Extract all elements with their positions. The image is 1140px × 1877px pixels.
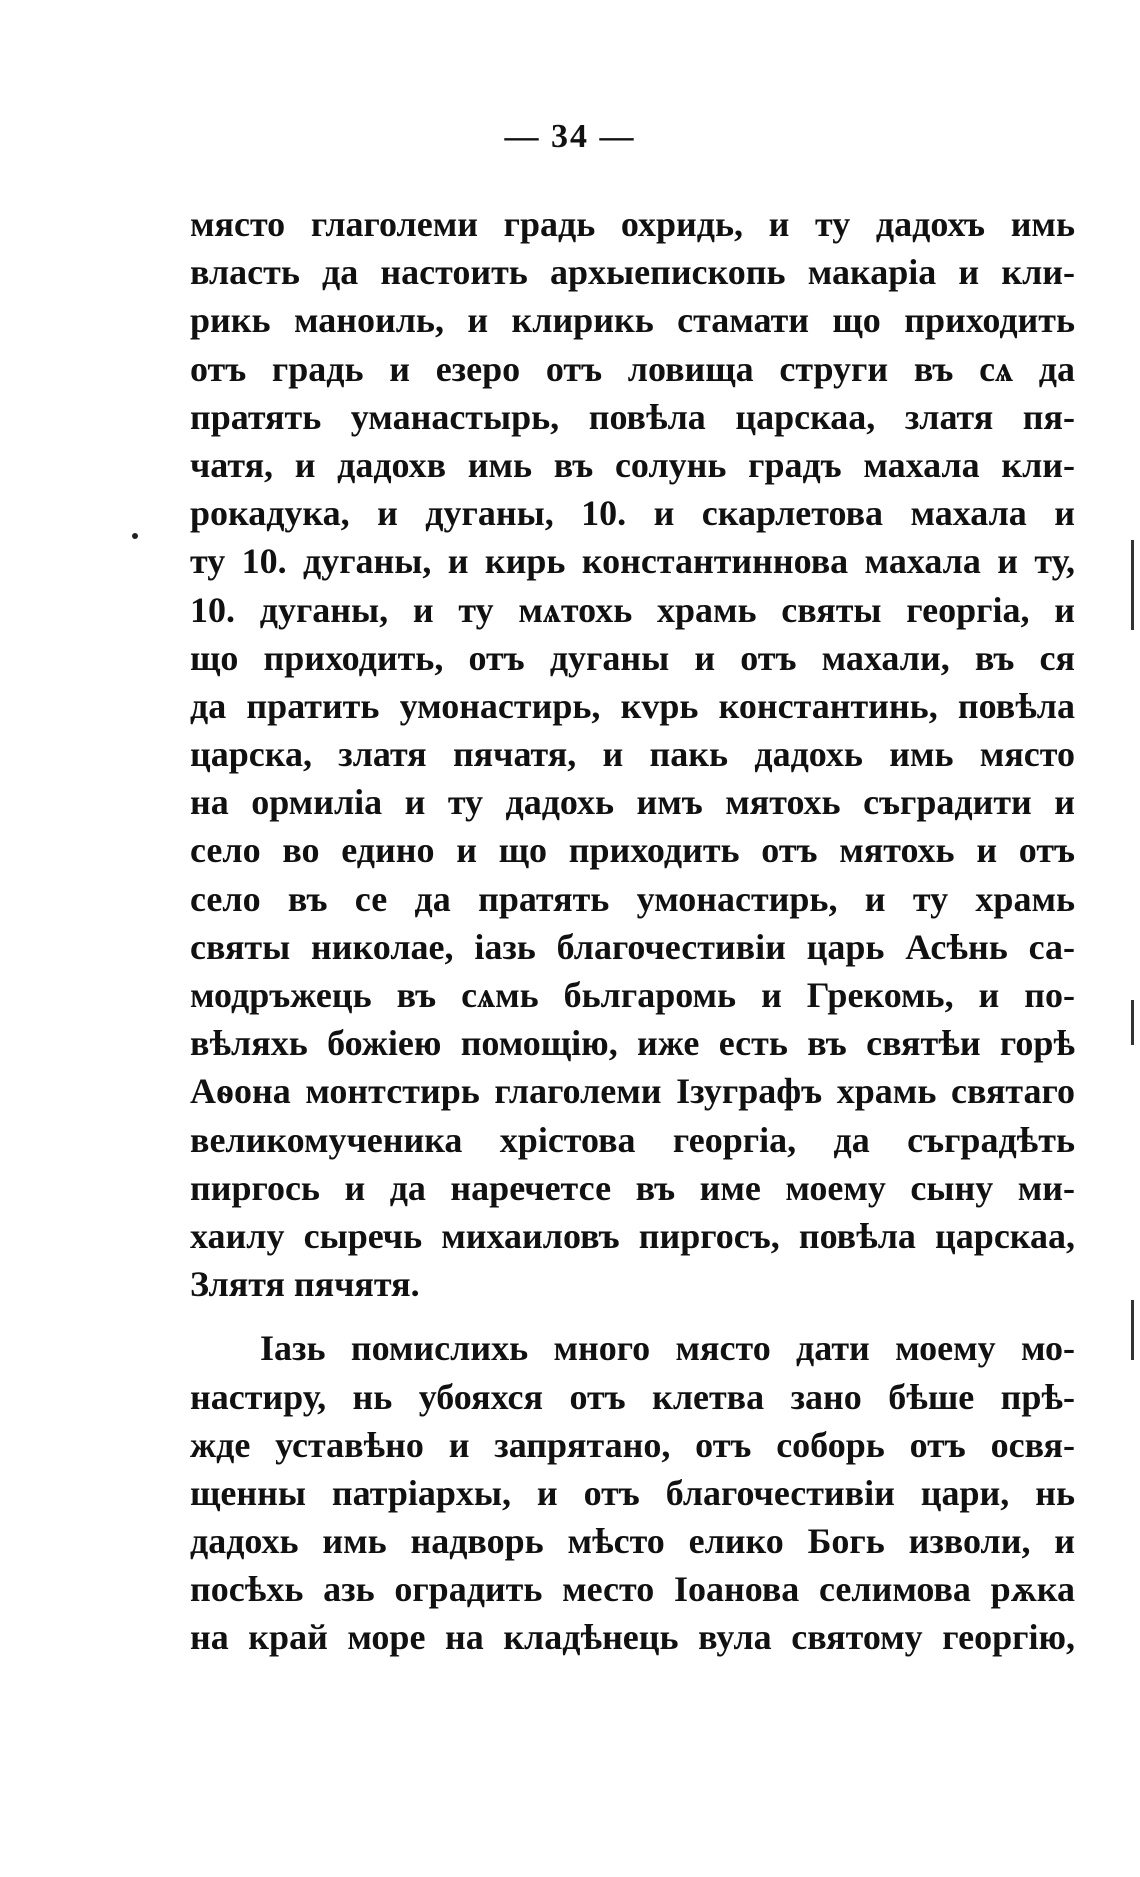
text-line: отъ градь и езеро отъ ловища струги въ сѧ да <box>190 348 1075 389</box>
text-line: село въ се да пратять умонастирь, и ту храмь <box>190 878 1075 919</box>
text-line: рокадука, и дуганы, 10. и скарлетова махала и <box>190 493 1075 534</box>
text-line: святы николае, іазь благочестивіи царь Асѣнь са- <box>190 926 1075 967</box>
text-line: пиргось и да наречетсе въ име моему сыну ми- <box>190 1167 1075 1208</box>
text-line: Іазь помислихь много място дати моему мо- <box>260 1328 1075 1369</box>
text-line: настиру, нь убояхся отъ клетва зано бѣше прѣ- <box>190 1376 1075 1417</box>
text-line: царска, златя пячатя, и пакь дадохь имь място <box>190 734 1075 775</box>
edge-mark <box>1131 540 1134 630</box>
text-line: жде уставѣно и запрятано, отъ соборь отъ освя- <box>190 1424 1075 1465</box>
text-line: да пратить умонастирь, кvрь константинь, повѣла <box>190 685 1075 726</box>
edge-mark <box>1131 1300 1134 1360</box>
paragraph-2 <box>190 1324 1075 1661</box>
paragraph-1 <box>190 200 1075 1308</box>
text-line: пратять уманастырь, повѣла царскаа, златя пя- <box>190 396 1075 437</box>
text-line: посѣхь азь оградить место Іоанова селимова рѫка <box>190 1569 1075 1610</box>
text-line: вѣляхь божіею помощію, иже есть въ святѣи горѣ <box>190 1023 1075 1064</box>
text-line: на край море на кладѣнець вула святому георгію, <box>190 1617 1075 1658</box>
margin-dot <box>132 533 138 539</box>
text-line: на ормиліа и ту дадохь имъ мятохь съградити и <box>190 782 1075 823</box>
text-line: хаилу сыречь михаиловъ пиргосъ, повѣла царскаа, <box>190 1215 1075 1256</box>
paragraph-gap <box>190 1308 1075 1324</box>
text-line: 10. дуганы, и ту мѧтохь храмь святы георгіа, и <box>190 589 1075 630</box>
text-line: дадохь имь надворь мѣсто елико Богь изволи, и <box>190 1521 1075 1562</box>
text-line: модръжець въ сѧмь бьлгаромь и Грекомь, и по- <box>190 975 1075 1015</box>
page-number: — 34 — <box>504 118 636 155</box>
text-line: Злятя пячятя. <box>190 1264 420 1305</box>
text-line: щенны патріархы, и отъ благочестивіи цари, нь <box>190 1472 1075 1513</box>
text-line: Аѳона монтстирь глаголеми Ізуграфъ храмь святаго <box>190 1071 1075 1112</box>
text-line: власть да настоить архыепископь макаріа и кли- <box>190 252 1075 293</box>
text-line: великомученика хрістова георгіа, да съградѣть <box>190 1119 1075 1160</box>
text-line: чатя, и дадохв имь въ солунь градъ махала кли- <box>190 444 1075 485</box>
text-line: що приходить, отъ дуганы и отъ махали, въ ся <box>190 637 1075 678</box>
text-line: рикь маноиль, и клирикь стамати що приходить <box>190 300 1075 341</box>
edge-mark <box>1131 1000 1134 1045</box>
text-line: село во едино и що приходить отъ мятохь и отъ <box>190 830 1075 871</box>
text-block <box>190 200 1075 1662</box>
text-line: място глаголеми градь охридь, и ту дадохъ имь <box>190 204 1075 244</box>
text-line: ту 10. дуганы, и кирь константиннова махала и ту, <box>190 541 1075 582</box>
